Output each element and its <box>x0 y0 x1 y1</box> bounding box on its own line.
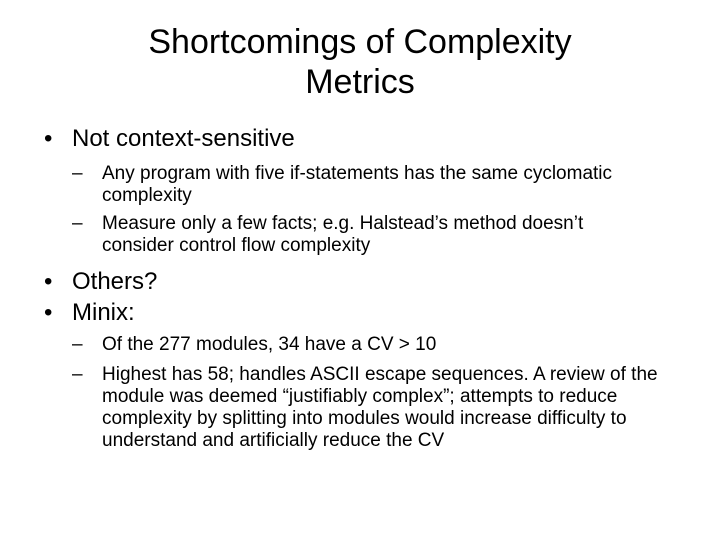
dash-marker: – <box>72 334 83 355</box>
bullet-marker: • <box>44 125 53 152</box>
dash-marker: – <box>72 213 83 234</box>
bullet-others <box>44 267 157 297</box>
bullet-text: Not context-sensitive <box>72 125 295 152</box>
sub-bullet-text: Any program with five if-statements has the same cyclomatic complexity <box>102 163 613 206</box>
bullet-marker: • <box>44 299 53 326</box>
slide-title-line-1: Shortcomings of Complexity <box>148 23 572 61</box>
sub-bullet-text: Measure only a few facts; e.g. Halstead’s method doesn’t consider control flow complexity <box>102 213 584 256</box>
sub-bullet-text: Of the 277 modules, 34 have a CV > 10 <box>102 334 437 355</box>
sub-bullet-text: Highest has 58; handles ASCII escape sequences. A review of the module was deemed “justifiably complex”; attempts to reduce complexity by splitting into modules would increase difficulty to understand and artificially reduce the CV <box>102 364 658 451</box>
bullet-marker: • <box>44 268 53 295</box>
bullet-not-context-sensitive <box>44 124 295 154</box>
slide-title <box>0 22 720 102</box>
sub-bullet-measure-few-facts <box>72 213 702 257</box>
dash-marker: – <box>72 364 83 385</box>
bullet-text: Minix: <box>72 299 135 326</box>
sub-bullet-277-modules <box>72 334 702 356</box>
sub-bullet-five-if-statements <box>72 163 702 207</box>
bullet-minix <box>44 298 135 328</box>
slide-title-line-2: Metrics <box>305 63 415 101</box>
sub-bullet-highest-58 <box>72 364 702 452</box>
bullet-text: Others? <box>72 268 158 295</box>
dash-marker: – <box>72 163 83 184</box>
